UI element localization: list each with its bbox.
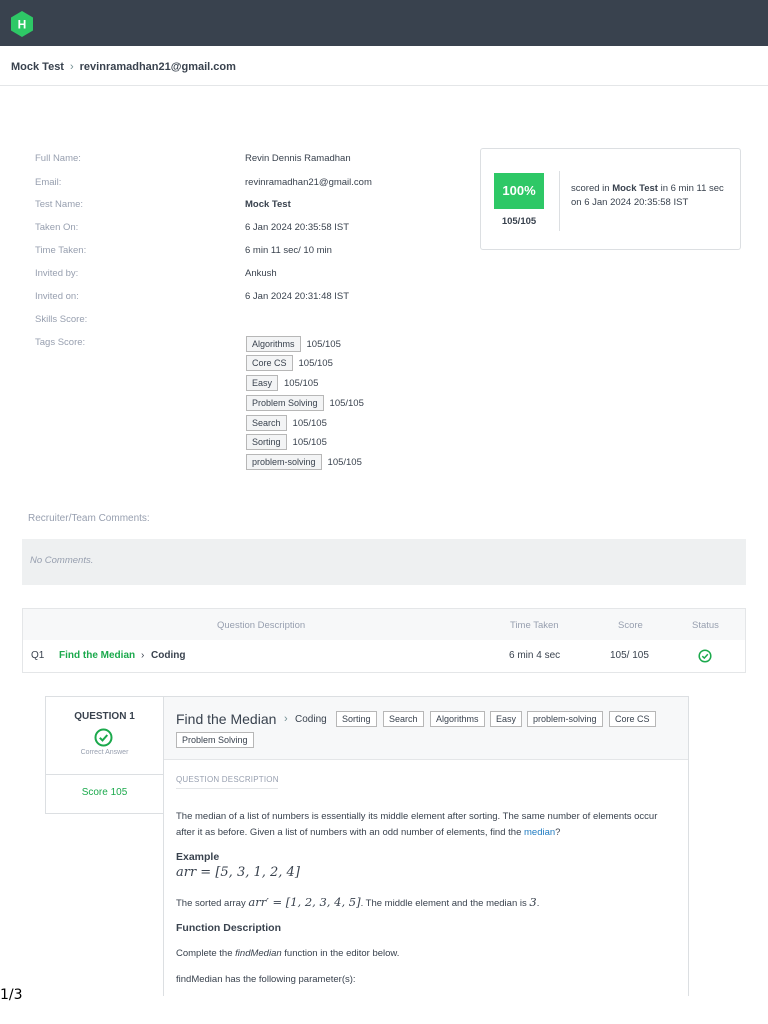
question-title-separator: › xyxy=(284,713,288,725)
check-circle-icon xyxy=(94,728,113,747)
info-label-skills-score: Skills Score: xyxy=(35,314,88,325)
info-value-time-taken: 6 min 11 sec/ 10 min xyxy=(245,245,332,256)
table-row[interactable] xyxy=(23,640,745,672)
median-link[interactable]: median xyxy=(524,827,556,838)
no-comments-text: No Comments. xyxy=(30,555,94,566)
tag-chip: Problem Solving xyxy=(246,395,324,411)
info-value-full-name: Revin Dennis Ramadhan xyxy=(245,153,351,164)
info-label-taken-on: Taken On: xyxy=(35,222,79,233)
info-label-full-name: Full Name: xyxy=(35,153,81,164)
info-label-invited-on: Invited on: xyxy=(35,291,79,302)
info-value-taken-on: 6 Jan 2024 20:35:58 IST xyxy=(245,222,350,233)
tag-score-row xyxy=(246,355,333,371)
tag-score-row xyxy=(246,395,364,411)
question-type-separator: › xyxy=(141,650,145,661)
tag-score-row xyxy=(246,454,362,470)
question-number: Q1 xyxy=(31,650,45,661)
question-type: Coding xyxy=(151,650,186,661)
breadcrumb-separator: › xyxy=(69,61,74,73)
question-label: QUESTION 1 xyxy=(74,711,135,722)
question-tag: Sorting xyxy=(336,711,377,727)
tag-score-row xyxy=(246,375,318,391)
info-value-test-name: Mock Test xyxy=(245,199,291,210)
header-score: Score xyxy=(618,620,643,631)
parameters-paragraph: findMedian has the following parameter(s): xyxy=(176,974,356,985)
question-title: Find the Median xyxy=(176,711,277,727)
question-time-taken: 6 min 4 sec xyxy=(509,650,561,661)
breadcrumb-current: revinramadhan21@gmail.com xyxy=(79,61,236,73)
check-circle-icon xyxy=(698,649,712,663)
info-label-invited-by: Invited by: xyxy=(35,268,79,279)
tag-score-value: 105/105 xyxy=(306,338,341,350)
score-card-divider xyxy=(559,171,560,231)
question-summary-panel xyxy=(45,696,164,814)
tag-score-row xyxy=(246,415,327,431)
info-value-email: revinramadhan21@gmail.com xyxy=(245,177,372,188)
tag-chip: Easy xyxy=(246,375,278,391)
function-description-heading: Function Description xyxy=(176,922,281,934)
tag-chip: Search xyxy=(246,415,287,431)
score-card xyxy=(480,148,741,250)
question-title-type: Coding xyxy=(295,714,327,725)
question-score: 105/ 105 xyxy=(610,650,649,661)
tag-chip: Core CS xyxy=(246,355,293,371)
tag-score-value: 105/105 xyxy=(292,436,327,448)
info-value-invited-by: Ankush xyxy=(245,268,277,279)
header-status: Status xyxy=(692,620,719,631)
question-tag: Problem Solving xyxy=(176,732,254,748)
page-number: 1/3 xyxy=(0,987,23,1003)
breadcrumb xyxy=(11,61,236,73)
tag-score-value: 105/105 xyxy=(298,357,333,369)
question-tag: Easy xyxy=(490,711,522,727)
score-fraction: 105/105 xyxy=(501,216,537,227)
info-value-invited-on: 6 Jan 2024 20:31:48 IST xyxy=(245,291,350,302)
tag-chip: Algorithms xyxy=(246,336,301,352)
question-detail-header xyxy=(164,697,688,760)
info-label-tags-score: Tags Score: xyxy=(35,337,86,348)
tag-score-row xyxy=(246,336,341,352)
tag-score-value: 105/105 xyxy=(327,456,362,468)
tag-score-value: 105/105 xyxy=(284,377,319,389)
question-detail-panel xyxy=(163,696,689,996)
example-heading: Example xyxy=(176,851,220,863)
info-label-test-name: Test Name: xyxy=(35,199,84,210)
complete-function-paragraph: Complete the findMedian function in the editor below. xyxy=(176,948,400,959)
tag-score-value: 105/105 xyxy=(292,417,327,429)
hackerrank-logo-icon[interactable] xyxy=(10,11,34,37)
questions-table-header xyxy=(23,609,745,640)
question-score-label: Score 105 xyxy=(81,787,128,798)
question-description-label: QUESTION DESCRIPTION xyxy=(176,775,279,784)
question-tag: problem-solving xyxy=(527,711,603,727)
header-question-description: Question Description xyxy=(217,620,306,631)
question-summary-divider xyxy=(46,774,163,775)
tag-score-value: 105/105 xyxy=(329,397,364,409)
question-tag: Core CS xyxy=(609,711,656,727)
info-label-time-taken: Time Taken: xyxy=(35,245,87,256)
tag-chip: Sorting xyxy=(246,434,287,450)
tag-score-row xyxy=(246,434,327,450)
logo-letter: H xyxy=(17,17,27,32)
comments-box xyxy=(22,539,746,585)
sorted-array-paragraph: The sorted array arr′ = [1, 2, 3, 4, 5]. The middle element and the median is 3. xyxy=(176,895,540,909)
questions-table xyxy=(22,608,746,673)
header-time-taken: Time Taken xyxy=(510,620,559,631)
example-math: arr = [5, 3, 1, 2, 4] xyxy=(176,865,300,880)
breadcrumb-root-link[interactable]: Mock Test xyxy=(11,61,64,73)
question-link[interactable]: Find the Median xyxy=(59,650,136,661)
question-tag: Search xyxy=(383,711,424,727)
comments-heading: Recruiter/Team Comments: xyxy=(28,513,150,524)
top-navbar xyxy=(0,0,768,46)
score-summary-text: scored in Mock Test in 6 min 11 sec on 6 Jan 2024 20:35:58 IST xyxy=(571,183,724,208)
question-intro-paragraph: The median of a list of numbers is essentially its middle element after sorting. The same number of elements occur after it as before. Given a list of numbers with an odd number of elements, find the median? xyxy=(176,811,658,838)
score-percent-badge: 100% xyxy=(494,173,544,209)
question-description-underline xyxy=(176,788,278,789)
info-label-email: Email: xyxy=(35,177,62,188)
breadcrumb-divider xyxy=(0,85,768,86)
correct-answer-label: Correct Answer xyxy=(80,749,129,756)
tag-chip: problem-solving xyxy=(246,454,322,470)
question-tag: Algorithms xyxy=(430,711,485,727)
